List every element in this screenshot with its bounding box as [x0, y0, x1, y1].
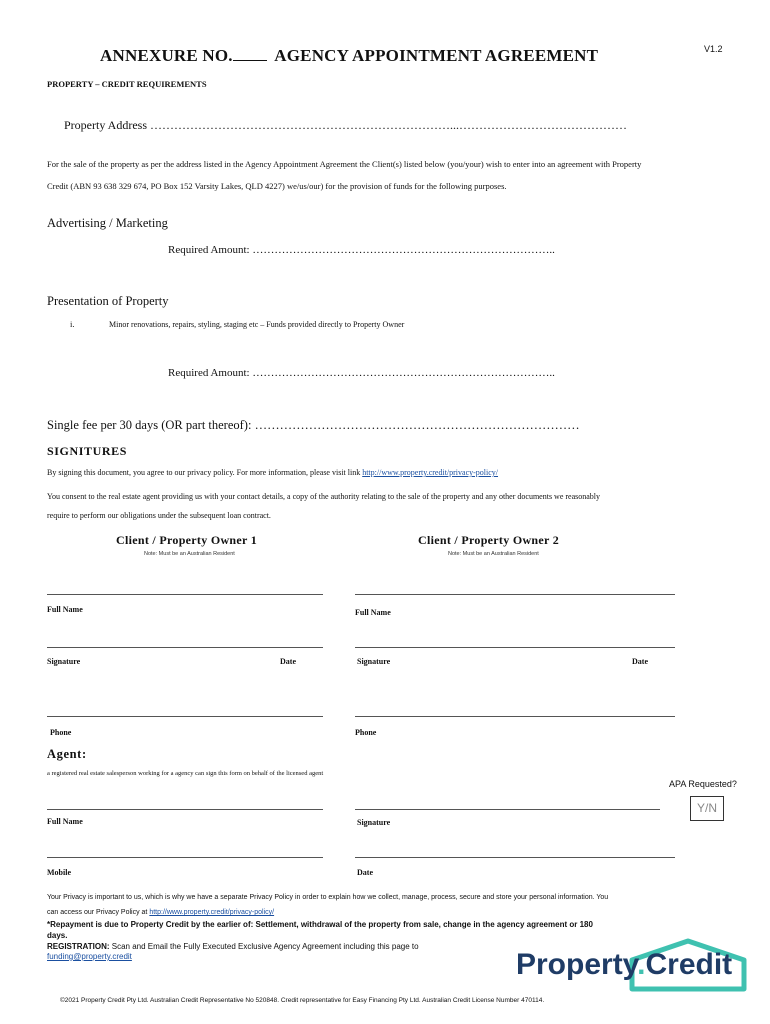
funding-email-link[interactable]: funding@property.credit [47, 952, 132, 961]
property-credit-logo [512, 938, 752, 992]
privacy-agreement-copy: By signing this document, you agree to our privacy policy. For more information, please visit link [47, 468, 363, 477]
owner1-phone-line[interactable] [47, 716, 323, 717]
owner1-signature-label: Signature [47, 657, 81, 666]
owner2-signature-label: Signature [357, 657, 391, 666]
owner2-full-name-label: Full Name [355, 608, 391, 617]
owner2-phone-label: Phone [355, 728, 377, 737]
apa-requested-input[interactable]: Y/N [690, 796, 724, 821]
advertising-heading: Advertising / Marketing [47, 216, 168, 230]
agent-signature-label: Signature [357, 818, 391, 827]
agent-description: a registered real estate salesperson working for a agency can sign this form on behalf of the licensed agent [47, 770, 324, 777]
repayment-line-1: *Repayment is due to Property Credit by the earlier of: Settlement, withdrawal of the property from sale, change in the agency agreement or 180 [47, 920, 593, 929]
registration-notice [47, 941, 419, 952]
property-address-field[interactable]: Property Address …………………………………………………………………...…………………………………… [64, 118, 627, 132]
title-agreement: AGENCY APPOINTMENT AGREEMENT [274, 46, 599, 65]
agent-date-label: Date [357, 868, 373, 877]
agent-mobile-label: Mobile [47, 868, 71, 877]
annexure-number-blank[interactable] [233, 46, 267, 61]
logo-dot: . [637, 948, 646, 981]
repayment-line-2: days. [47, 931, 68, 940]
agent-heading: Agent: [47, 747, 87, 761]
title-annexure: ANNEXURE NO. [100, 46, 233, 65]
intro-line-1: For the sale of the property as per the address listed in the Agency Appointment Agreement the Client(s) listed below (you/your) wish to enter into an agreement with Property [47, 159, 642, 169]
consent-line-1: You consent to the real estate agent providing us with your contact details, a copy of the authority relating to the sale of the property and any other documents we reasonably [47, 492, 601, 501]
footer-privacy-link[interactable]: http://www.property.credit/privacy-policy/ [149, 909, 275, 916]
owner1-date-label: Date [280, 657, 296, 666]
privacy-notice-line-2 [47, 905, 747, 920]
presentation-heading: Presentation of Property [47, 294, 169, 308]
apa-requested-label: APA Requested? [669, 779, 737, 789]
owner2-signature-line[interactable] [355, 647, 675, 648]
agent-date-line[interactable] [355, 857, 675, 858]
advertising-required-amount[interactable]: Required Amount: ……………………………………………………………………….. [168, 244, 555, 256]
owner1-heading: Client / Property Owner 1 [116, 533, 258, 547]
owner1-residency-note: Note: Must be an Australian Resident [144, 551, 235, 557]
owner2-residency-note: Note: Must be an Australian Resident [448, 551, 539, 557]
owner1-full-name-label: Full Name [47, 605, 83, 614]
privacy-policy-link[interactable]: http://www.property.credit/privacy-policy/ [362, 468, 499, 477]
single-fee-field[interactable]: Single fee per 30 days (OR part thereof): …………………………………………………………………… [47, 418, 580, 432]
consent-line-2: require to perform our obligations under the subsequent loan contract. [47, 511, 271, 520]
owner2-date-label: Date [632, 657, 648, 666]
agent-signature-line[interactable] [355, 809, 660, 810]
registration-label: REGISTRATION: [47, 942, 110, 951]
signatures-heading: SIGNITURES [47, 444, 128, 458]
owner2-full-name-line[interactable] [355, 594, 675, 595]
presentation-required-amount[interactable]: Required Amount: ……………………………………………………………………….. [168, 367, 555, 379]
intro-paragraph [47, 153, 727, 197]
privacy-agreement-text [47, 468, 498, 477]
privacy-notice [47, 890, 747, 920]
agent-full-name-line[interactable] [47, 809, 323, 810]
owner2-phone-line[interactable] [355, 716, 675, 717]
intro-line-2: Credit (ABN 93 638 329 674, PO Box 152 Varsity Lakes, QLD 4227) we/us/our) for the provision of funds for the following purposes. [47, 181, 507, 191]
owner1-signature-line[interactable] [47, 647, 323, 648]
agent-mobile-line[interactable] [47, 857, 323, 858]
owner1-phone-label: Phone [50, 728, 72, 737]
copyright-notice: ©2021 Property Credit Pty Ltd. Australian Credit Representative No 520848. Credit representative for Easy Financing Pty Ltd. Australian Credit License Number 470114. [60, 997, 545, 1004]
logo-word-property: Property [516, 948, 638, 981]
privacy-notice-line-1: Your Privacy is important to us, which is why we have a separate Privacy Policy in order to explain how we collect, manage, process, secure and store your personal information. You [47, 894, 609, 901]
consent-paragraph [47, 487, 727, 525]
logo-word-credit: Credit [645, 948, 733, 981]
presentation-item-text: Minor renovations, repairs, styling, staging etc – Funds provided directly to Property Owner [109, 320, 405, 329]
owner2-heading: Client / Property Owner 2 [418, 533, 560, 547]
section-subtitle: PROPERTY – CREDIT REQUIREMENTS [47, 79, 207, 89]
registration-text: Scan and Email the Fully Executed Exclusive Agency Agreement including this page to [109, 942, 419, 951]
version-label: V1.2 [704, 44, 723, 54]
document-title [100, 46, 598, 66]
agent-full-name-label: Full Name [47, 817, 83, 826]
logo-wordmark [516, 948, 732, 982]
owner1-full-name-line[interactable] [47, 594, 323, 595]
presentation-item-number: i. [70, 319, 75, 329]
privacy-notice-copy: can access our Privacy Policy at [47, 909, 150, 916]
